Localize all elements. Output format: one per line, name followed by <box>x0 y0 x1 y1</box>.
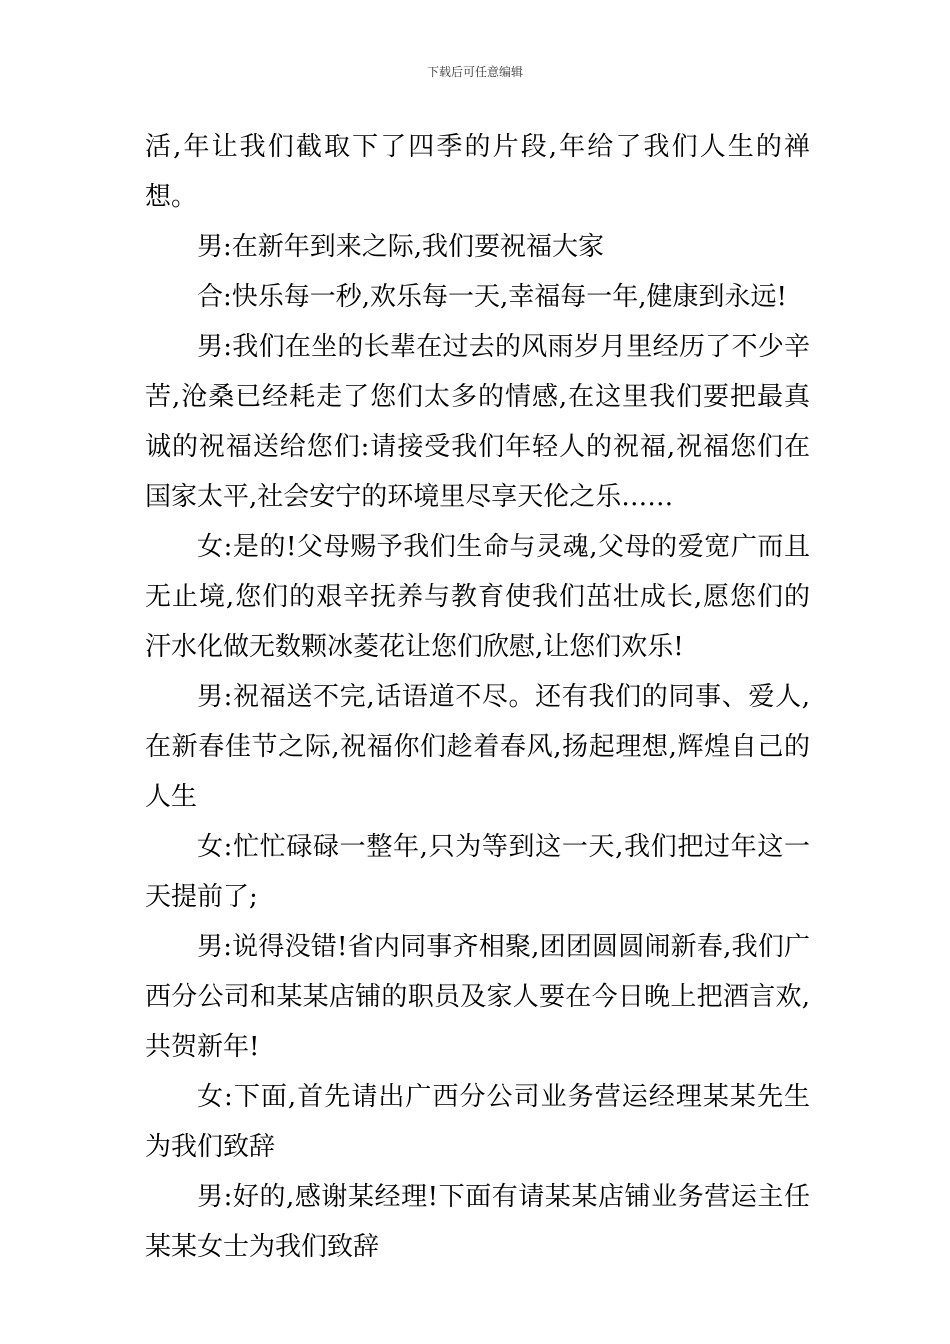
paragraph-male-gathering: 男:说得没错!省内同事齐相聚,团团圆圆闹新春,我们广西分公司和某某店铺的职员及家人要在今日晚上把酒言欢,共贺新年! <box>145 932 810 1062</box>
paragraph-female-parents: 女:是的!父母赐予我们生命与灵魂,父母的爱宽广而且无止境,您们的艰辛抚养与教育使我们茁壮成长,愿您们的汗水化做无数颗冰菱花让您们欣慰,让您们欢乐! <box>145 532 810 662</box>
paragraph-female-busy-year: 女:忙忙碌碌一整年,只为等到这一天,我们把过年这一天提前了; <box>145 832 810 912</box>
page-header: 下载后可任意编辑 <box>426 65 523 79</box>
paragraph-female-first-speech: 女:下面,首先请出广西分公司业务营运经理某某先生为我们致辞 <box>145 1082 810 1162</box>
paragraph-male-colleagues: 男:祝福送不完,话语道不尽。还有我们的同事、爱人,在新春佳节之际,祝福你们趁着春风,扬起理想,辉煌自己的人生 <box>145 682 810 812</box>
paragraph-male-elders: 男:我们在坐的长辈在过去的风雨岁月里经历了不少辛苦,沧桑已经耗走了您们太多的情感,在这里我们要把最真诚的祝福送给您们:请接受我们年轻人的祝福,祝福您们在国家太平,社会安宁的环境里尽享天伦之乐…… <box>145 332 810 512</box>
paragraph-continuation: 活,年让我们截取下了四季的片段,年给了我们人生的禅想。 <box>145 132 810 212</box>
paragraph-male-second-speech: 男:好的,感谢某经理!下面有请某某店铺业务营运主任某某女士为我们致辞 <box>145 1182 810 1262</box>
paragraph-together-wishes: 合:快乐每一秒,欢乐每一天,幸福每一年,健康到永远! <box>197 282 788 312</box>
document-body <box>145 122 810 1272</box>
paragraph-male-greeting: 男:在新年到来之际,我们要祝福大家 <box>197 232 605 262</box>
